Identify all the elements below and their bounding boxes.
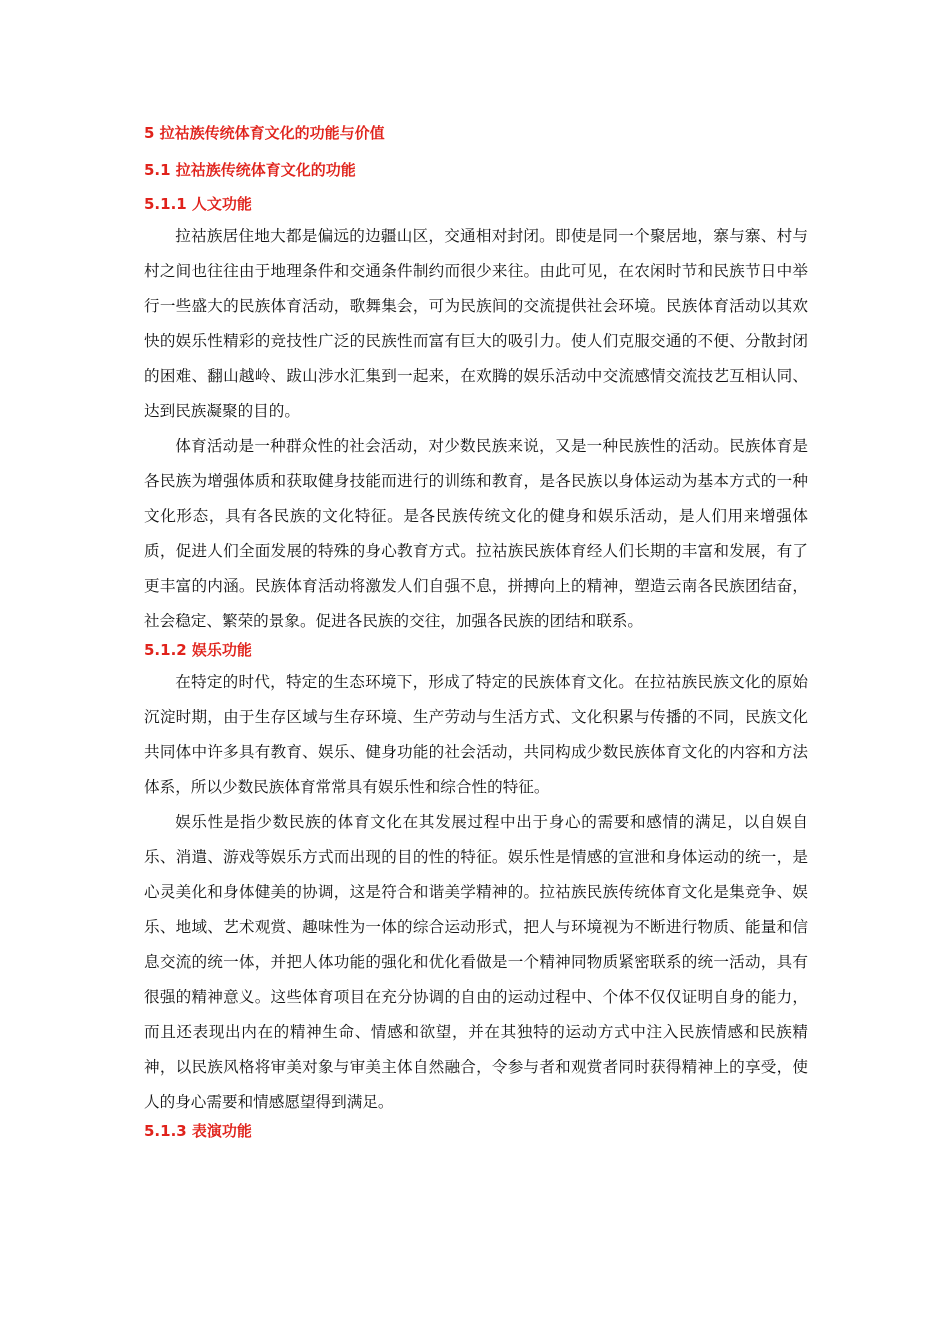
subsection-heading-humanistic: 5.1.1 人文功能	[144, 195, 252, 213]
paragraph-2: 体育活动是一种群众性的社会活动，对少数民族来说，又是一种民族性的活动。民族体育是各民族为增强体质和获取健身技能而进行的训练和教育，是各民族以身体运动为基本方式的一种文化形态，具有各民族的文化特征。是各民族传统文化的健身和娱乐活动，是人们用来增强体质，促进人们全面发展的特殊的身心教育方式。拉祜族民族体育经人们长期的丰富和发展，有了更丰富的内涵。民族体育活动将激发人们自强不息，拼搏向上的精神，塑造云南各民族团结奋，社会稳定、繁荣的景象。促进各民族的交往，加强各民族的团结和联系。	[144, 437, 808, 630]
chapter-heading: 5 拉祜族传统体育文化的功能与价值	[144, 124, 385, 142]
paragraph-3: 在特定的时代，特定的生态环境下，形成了特定的民族体育文化。在拉祜族民族文化的原始沉淀时期，由于生存区域与生存环境、生产劳动与生活方式、文化积累与传播的不同，民族文化共同体中许多具有教育、娱乐、健身功能的社会活动，共同构成少数民族体育文化的内容和方法体系，所以少数民族体育常常具有娱乐性和综合性的特征。	[144, 673, 808, 796]
subsection-heading-performance: 5.1.3 表演功能	[144, 1122, 252, 1140]
subsection-heading-entertainment: 5.1.2 娱乐功能	[144, 641, 252, 659]
document-content	[144, 122, 808, 1146]
section-heading: 5.1 拉祜族传统体育文化的功能	[144, 161, 356, 179]
paragraph-1: 拉祜族居住地大都是偏远的边疆山区，交通相对封闭。即使是同一个聚居地，寨与寨、村与村之间也往往由于地理条件和交通条件制约而很少来往。由此可见，在农闲时节和民族节日中举行一些盛大的民族体育活动，歌舞集会，可为民族间的交流提供社会环境。民族体育活动以其欢快的娱乐性精彩的竞技性广泛的民族性而富有巨大的吸引力。使人们克服交通的不便、分散封闭的困难、翻山越岭、跋山涉水汇集到一起来，在欢腾的娱乐活动中交流感情交流技艺互相认同、达到民族凝聚的目的。	[144, 227, 808, 420]
paragraph-4: 娱乐性是指少数民族的体育文化在其发展过程中出于身心的需要和感情的满足，以自娱自乐、消遣、游戏等娱乐方式而出现的目的性的特征。娱乐性是情感的宣泄和身体运动的统一，是心灵美化和身体健美的协调，这是符合和谐美学精神的。拉祜族民族传统体育文化是集竞争、娱乐、地域、艺术观赏、趣味性为一体的综合运动形式，把人与环境视为不断进行物质、能量和信息交流的统一体，并把人体功能的强化和优化看做是一个精神同物质紧密联系的统一活动，具有很强的精神意义。这些体育项目在充分协调的自由的运动过程中、个体不仅仅证明自身的能力，而且还表现出内在的精神生命、情感和欲望，并在其独特的运动方式中注入民族情感和民族精神，以民族风格将审美对象与审美主体自然融合，令参与者和观赏者同时获得精神上的享受，使人的身心需要和情感愿望得到满足。	[144, 813, 808, 1111]
